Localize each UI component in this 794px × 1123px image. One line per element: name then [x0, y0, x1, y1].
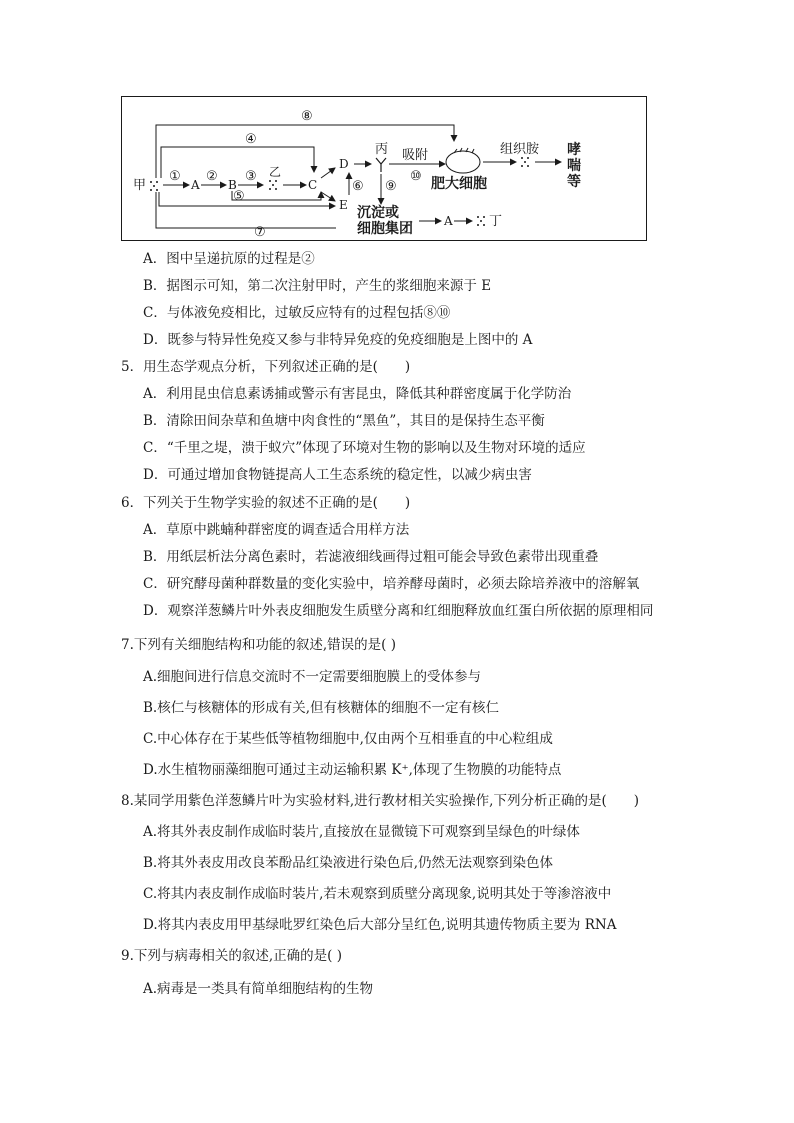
- q6-option-c: C．研究酵母菌种群数量的变化实验中，培养酵母菌时，必须去除培养液中的溶解氧: [143, 576, 640, 592]
- q5-option-c: C．“千里之堤，溃于蚁穴”体现了环境对生物的影响以及生物对环境的适应: [143, 440, 586, 456]
- q6-option-b: B．用纸层析法分离色素时，若滤液细线画得过粗可能会导致色素带出现重叠: [143, 549, 599, 565]
- label-chuan: 喘: [567, 158, 581, 174]
- q8-option-b: B.将其外表皮用改良苯酚品红染液进行染色后,仍然无法观察到染色体: [143, 855, 554, 871]
- q5-option-d: D．可通过增加食物链提高人工生态系统的稳定性，以减少病虫害: [143, 467, 532, 483]
- q9-option-a: A.病毒是一类具有简单细胞结构的生物: [143, 981, 374, 997]
- path-5-line: [232, 191, 321, 200]
- path-4-line: [161, 147, 314, 178]
- num-6: ⑥: [352, 179, 364, 194]
- q5-stem: 5．用生态学观点分析，下列叙述正确的是( ): [121, 359, 411, 375]
- immune-diagram: [121, 96, 647, 241]
- jia-to-e-line: [159, 192, 335, 206]
- label-ding: 丁: [489, 214, 503, 229]
- label-a2: A: [444, 214, 453, 228]
- q7-stem: 7.下列有关细胞结构和功能的叙述,错误的是( ): [121, 637, 396, 653]
- q8-option-d: D.将其内表皮用甲基绿吡罗红染色后大部分呈红色,说明其遗传物质主要为 RNA: [143, 917, 617, 933]
- label-precipitate: 沉淀或: [357, 205, 399, 221]
- q4-option-d: D．既参与特异性免疫又参与非特异免疫的免疫细胞是上图中的 A: [143, 332, 533, 348]
- label-jia: 甲: [133, 178, 147, 193]
- c-to-d-line: [321, 168, 335, 178]
- antibody-y-icon: [376, 158, 386, 172]
- num-10: ⑩: [410, 169, 422, 184]
- q6-stem: 6．下列关于生物学实验的叙述不正确的是( ): [121, 495, 411, 511]
- q4-option-a: A．图中呈递抗原的过程是②: [143, 251, 315, 267]
- mast-cell-icon: [446, 148, 480, 173]
- label-cell-cluster: 细胞集团: [357, 221, 413, 237]
- num-7: ⑦: [254, 225, 266, 240]
- num-2: ②: [206, 169, 218, 184]
- label-b: B: [228, 178, 237, 192]
- q5-option-a: A．利用昆虫信息素诱捕或警示有害昆虫，降低其种群密度属于化学防治: [143, 386, 572, 402]
- q8-stem: 8.某同学用紫色洋葱鳞片叶为实验材料,进行教材相关实验操作,下列分析正确的是( ): [121, 793, 639, 809]
- antigen-dots-jia: [150, 181, 158, 191]
- num-9: ⑨: [385, 179, 397, 194]
- label-mast-cell: 肥大细胞: [431, 176, 487, 192]
- q9-stem: 9.下列与病毒相关的叙述,正确的是( ): [121, 948, 342, 964]
- q6-option-a: A．草原中跳蝻种群密度的调查适合用样方法: [143, 522, 410, 538]
- label-e: E: [339, 198, 348, 212]
- label-a: A: [191, 178, 200, 192]
- label-d: D: [339, 157, 349, 171]
- label-xiao: 哮: [567, 142, 581, 158]
- q8-option-c: C.将其内表皮制作成临时装片,若未观察到质壁分离现象,说明其处于等渗溶液中: [143, 886, 612, 902]
- label-c: C: [308, 178, 318, 192]
- num-8: ⑧: [301, 109, 313, 124]
- num-3: ③: [245, 169, 257, 184]
- ding-dots: [477, 216, 485, 226]
- q7-option-a: A.细胞间进行信息交流时不一定需要细胞膜上的受体参与: [143, 669, 482, 685]
- q5-option-b: B．清除田间杂草和鱼塘中肉食性的“黑鱼”，其目的是保持生态平衡: [143, 413, 545, 429]
- num-5: ⑤: [233, 189, 245, 204]
- label-histamine: 组织胺: [500, 142, 540, 157]
- antibody-dots-yi: [269, 180, 277, 190]
- label-yi: 乙: [269, 165, 282, 179]
- path-7-line: [156, 192, 336, 228]
- label-deng: 等: [567, 174, 581, 190]
- immune-diagram-svg: [121, 96, 647, 241]
- num-1: ①: [169, 169, 181, 184]
- label-xifu: 吸附: [402, 148, 429, 163]
- c-to-e-line: [321, 192, 335, 201]
- q4-option-b: B．据图示可知，第二次注射甲时，产生的浆细胞来源于 E: [143, 278, 492, 294]
- q7-option-b: B.核仁与核糖体的形成有关,但有核糖体的细胞不一定有核仁: [143, 700, 500, 716]
- q8-option-a: A.将其外表皮制作成临时装片,直接放在显微镜下可观察到呈绿色的叶绿体: [143, 824, 580, 840]
- q4-option-c: C．与体液免疫相比，过敏反应特有的过程包括⑧⑩: [143, 305, 451, 321]
- q6-option-d: D．观察洋葱鳞片叶外表皮细胞发生质壁分离和红细胞释放血红蛋白所依据的原理相同: [143, 603, 654, 619]
- label-bing: 丙: [375, 142, 389, 157]
- num-4: ④: [245, 132, 257, 147]
- histamine-dots: [521, 157, 529, 167]
- q7-option-d: D.水生植物丽藻细胞可通过主动运输积累 K⁺,体现了生物膜的功能特点: [143, 762, 562, 778]
- q7-option-c: C.中心体存在于某些低等植物细胞中,仅由两个互相垂直的中心粒组成: [143, 731, 553, 747]
